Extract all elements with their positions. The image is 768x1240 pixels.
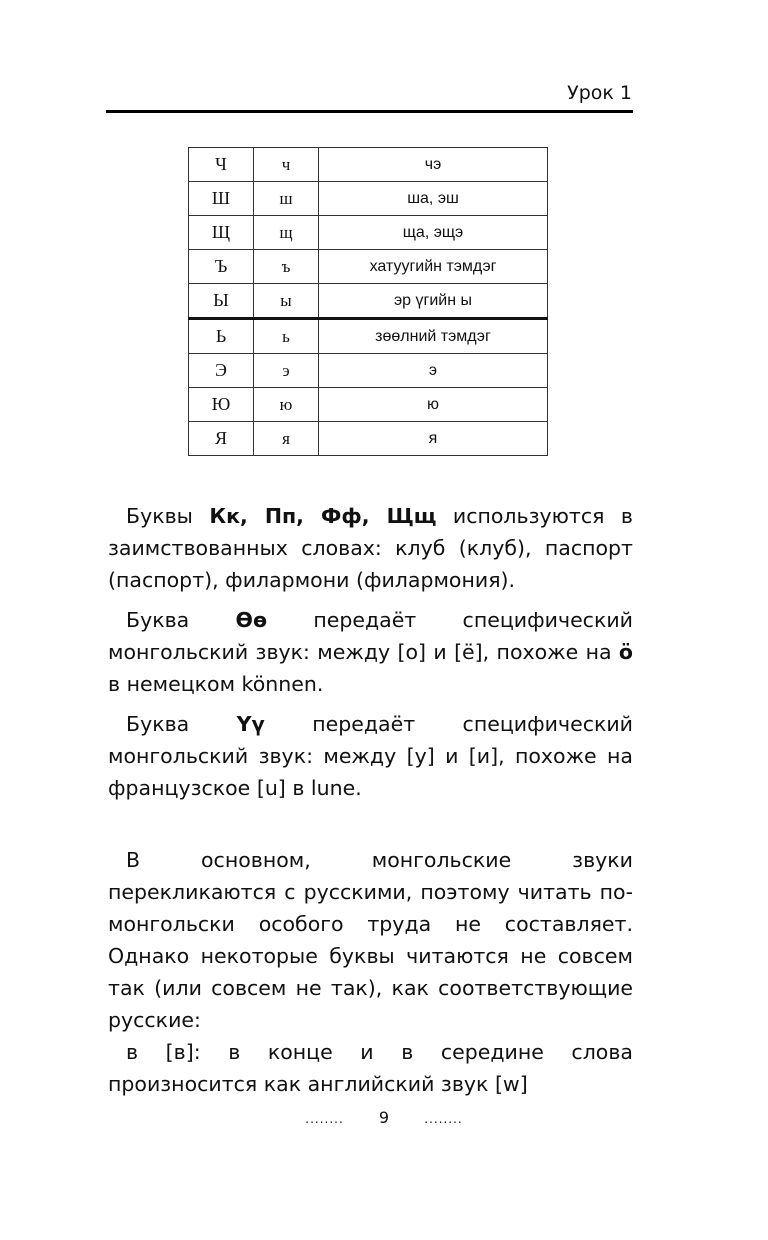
letter-name: ща, эщэ <box>319 216 548 250</box>
letter-name: эр үгийн ы <box>319 284 548 319</box>
page-number: 9 <box>378 1108 390 1127</box>
footer-dots-left: ........ <box>305 1111 344 1126</box>
lowercase-letter: э <box>254 354 319 388</box>
letter-name: ю <box>319 388 548 422</box>
uppercase-letter: Ь <box>189 319 254 354</box>
lowercase-letter: ь <box>254 319 319 354</box>
lowercase-letter: я <box>254 422 319 456</box>
table-row <box>189 216 548 250</box>
paragraph-letter-ue: Буква Үү передаёт специфический монгольский звук: между [у] и [и], похоже на французское [u] в lune. <box>108 712 633 800</box>
uppercase-letter: Ч <box>189 148 254 182</box>
uppercase-letter: Ю <box>189 388 254 422</box>
letter-name: хатуугийн тэмдэг <box>319 250 548 284</box>
table-row <box>189 182 548 216</box>
table-row <box>189 388 548 422</box>
table-row <box>189 319 548 354</box>
lesson-title: Урок 1 <box>567 82 632 104</box>
paragraph-overview: В основном, монгольские звуки перекликаются с русскими, поэтому читать по-монгольски особого труда не составляет. Однако некоторые буквы читаются не совсем так (или совсем не так), как соответствующие русские: <box>108 848 633 1032</box>
uppercase-letter: Э <box>189 354 254 388</box>
paragraph-letter-oe: Буква Өө передаёт специфический монгольский звук: между [о] и [ё], похоже на ö в немецком können. <box>108 608 633 696</box>
letter-name: э <box>319 354 548 388</box>
lowercase-letter: ы <box>254 284 319 319</box>
uppercase-letter: Ы <box>189 284 254 319</box>
uppercase-letter: Ъ <box>189 250 254 284</box>
letter-name: я <box>319 422 548 456</box>
lowercase-letter: щ <box>254 216 319 250</box>
body-text <box>108 500 633 1100</box>
header-divider <box>106 110 633 113</box>
uppercase-letter: Ш <box>189 182 254 216</box>
lowercase-letter: ч <box>254 148 319 182</box>
lowercase-letter: ю <box>254 388 319 422</box>
footer-dots-right: ........ <box>424 1111 463 1126</box>
table-row <box>189 422 548 456</box>
table-row <box>189 148 548 182</box>
letter-name: зөөлний тэмдэг <box>319 319 548 354</box>
uppercase-letter: Щ <box>189 216 254 250</box>
table-row <box>189 354 548 388</box>
lowercase-letter: ш <box>254 182 319 216</box>
letter-name: ша, эш <box>319 182 548 216</box>
paragraph-letter-v: в [в]: в конце и в середине слова произносится как английский звук [w] <box>108 1040 633 1096</box>
paragraph-borrowed-letters: Буквы Кк, Пп, Фф, Щщ используются в заимствованных словах: клуб (клуб), паспорт (паспорт), филармони (филармония). <box>108 504 633 592</box>
uppercase-letter: Я <box>189 422 254 456</box>
table-row <box>189 284 548 319</box>
lowercase-letter: ъ <box>254 250 319 284</box>
letter-name: чэ <box>319 148 548 182</box>
page-footer <box>0 1108 768 1127</box>
table-row <box>189 250 548 284</box>
alphabet-table <box>188 147 548 456</box>
